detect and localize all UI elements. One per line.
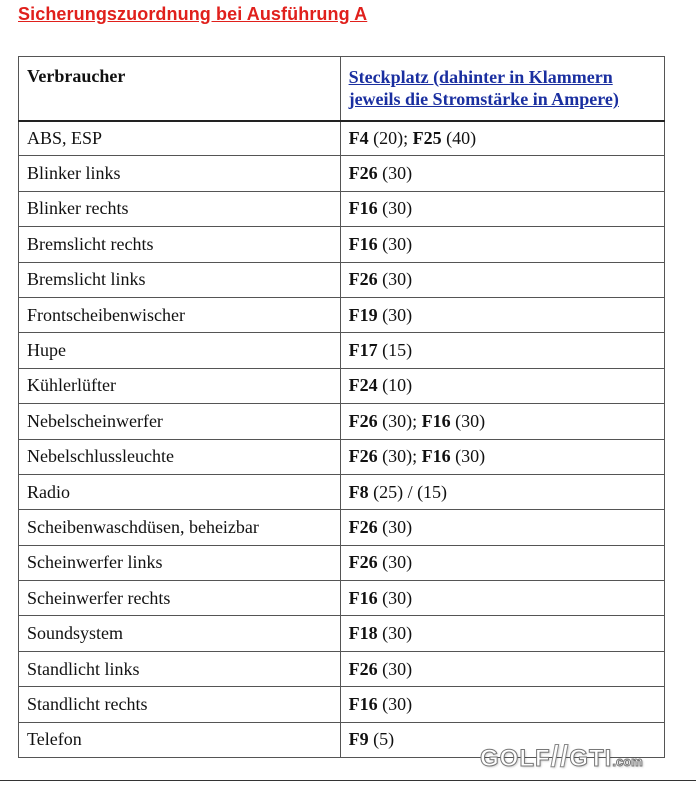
consumer-cell: Hupe bbox=[19, 333, 341, 368]
consumer-cell: Standlicht rechts bbox=[19, 687, 341, 722]
header-steckplatz-link[interactable] bbox=[340, 57, 664, 121]
table-row bbox=[19, 687, 665, 722]
fuse-id: F25 bbox=[412, 127, 442, 148]
fuse-id: F16 bbox=[348, 587, 378, 608]
consumer-cell: Scheinwerfer links bbox=[19, 545, 341, 580]
fuse-id: F26 bbox=[348, 658, 378, 679]
fuse-id: F26 bbox=[348, 410, 378, 431]
logo-gti-text: GTI bbox=[569, 745, 613, 772]
table-header-row bbox=[19, 57, 665, 121]
fuse-id: F26 bbox=[348, 516, 378, 537]
consumer-cell: Standlicht links bbox=[19, 651, 341, 686]
fuse-ampere: (25) / (15) bbox=[368, 481, 448, 502]
fuse-id: F16 bbox=[348, 233, 378, 254]
fuse-ampere: (30) bbox=[377, 693, 413, 714]
consumer-cell: Scheibenwaschdüsen, beheizbar bbox=[19, 510, 341, 545]
table-row bbox=[19, 262, 665, 297]
header-steckplatz-line-1: Steckplatz (dahinter in Klammern bbox=[348, 67, 613, 87]
fuse-ampere: (30) bbox=[377, 516, 413, 537]
fuse-id: F16 bbox=[421, 446, 451, 467]
table-row bbox=[19, 404, 665, 439]
fuse-id: F8 bbox=[348, 481, 369, 502]
fuse-id: F16 bbox=[348, 198, 378, 219]
fuse-slot-cell bbox=[340, 297, 664, 332]
fuse-slot-cell bbox=[340, 368, 664, 403]
fuse-ampere: (30) bbox=[377, 163, 413, 184]
fuse-id: F26 bbox=[348, 446, 378, 467]
logo-golf-text: GOLF bbox=[480, 745, 551, 772]
table-row bbox=[19, 581, 665, 616]
fuse-id: F17 bbox=[348, 340, 378, 361]
consumer-cell: Nebelschlussleuchte bbox=[19, 439, 341, 474]
fuse-slot-cell bbox=[340, 651, 664, 686]
consumer-cell: Nebelscheinwerfer bbox=[19, 404, 341, 439]
consumer-cell: Telefon bbox=[19, 722, 341, 757]
consumer-cell: Kühlerlüfter bbox=[19, 368, 341, 403]
fuse-id: F9 bbox=[348, 729, 369, 750]
fuse-ampere: (30); bbox=[377, 446, 422, 467]
consumer-cell: ABS, ESP bbox=[19, 121, 341, 156]
fuse-slot-cell bbox=[340, 156, 664, 191]
fuse-ampere: (30) bbox=[377, 233, 413, 254]
fuse-ampere: (20); bbox=[368, 127, 413, 148]
table-row bbox=[19, 439, 665, 474]
consumer-cell: Scheinwerfer rechts bbox=[19, 581, 341, 616]
fuse-id: F16 bbox=[421, 410, 451, 431]
fuse-ampere: (15) bbox=[377, 340, 413, 361]
fuse-id: F26 bbox=[348, 163, 378, 184]
table-row bbox=[19, 368, 665, 403]
fuse-ampere: (5) bbox=[368, 729, 395, 750]
header-steckplatz-line-2: jeweils die Stromstärke in Ampere) bbox=[348, 89, 619, 109]
fuse-id: F19 bbox=[348, 304, 378, 325]
table-row bbox=[19, 121, 665, 156]
fuse-ampere: (30) bbox=[377, 269, 413, 290]
golfgti-watermark-logo bbox=[480, 740, 643, 774]
logo-dotcom-text: .com bbox=[612, 754, 643, 769]
table-row bbox=[19, 333, 665, 368]
fuse-slot-cell bbox=[340, 121, 664, 156]
bottom-divider bbox=[0, 780, 696, 781]
fuse-slot-cell bbox=[340, 510, 664, 545]
table-row bbox=[19, 297, 665, 332]
page-title: Sicherungszuordnung bei Ausführung A bbox=[18, 4, 368, 24]
table-row bbox=[19, 545, 665, 580]
fuse-slot-cell bbox=[340, 333, 664, 368]
consumer-cell: Soundsystem bbox=[19, 616, 341, 651]
table-row bbox=[19, 651, 665, 686]
table-row bbox=[19, 227, 665, 262]
header-verbraucher: Verbraucher bbox=[19, 57, 341, 121]
consumer-cell: Bremslicht rechts bbox=[19, 227, 341, 262]
fuse-ampere: (10) bbox=[377, 375, 413, 396]
logo-slash: // bbox=[550, 740, 570, 773]
fuse-ampere: (30) bbox=[377, 658, 413, 679]
fuse-slot-cell bbox=[340, 545, 664, 580]
fuse-id: F24 bbox=[348, 375, 378, 396]
fuse-slot-cell bbox=[340, 404, 664, 439]
fuse-id: F16 bbox=[348, 693, 378, 714]
fuse-ampere: (30) bbox=[377, 587, 413, 608]
fuse-slot-cell bbox=[340, 262, 664, 297]
fuse-ampere: (30); bbox=[377, 410, 422, 431]
fuse-slot-cell bbox=[340, 191, 664, 226]
fuse-slot-cell bbox=[340, 227, 664, 262]
consumer-cell: Blinker rechts bbox=[19, 191, 341, 226]
fuse-table bbox=[18, 56, 665, 758]
fuse-slot-cell bbox=[340, 687, 664, 722]
consumer-cell: Bremslicht links bbox=[19, 262, 341, 297]
fuse-ampere: (30) bbox=[377, 304, 413, 325]
fuse-id: F18 bbox=[348, 623, 378, 644]
consumer-cell: Frontscheibenwischer bbox=[19, 297, 341, 332]
consumer-cell: Blinker links bbox=[19, 156, 341, 191]
table-row bbox=[19, 156, 665, 191]
fuse-slot-cell bbox=[340, 616, 664, 651]
fuse-ampere: (30) bbox=[450, 446, 486, 467]
fuse-slot-cell bbox=[340, 439, 664, 474]
fuse-ampere: (30) bbox=[377, 198, 413, 219]
fuse-id: F26 bbox=[348, 552, 378, 573]
table-row bbox=[19, 510, 665, 545]
table-row bbox=[19, 474, 665, 509]
fuse-ampere: (30) bbox=[450, 410, 486, 431]
fuse-ampere: (30) bbox=[377, 552, 413, 573]
fuse-slot-cell bbox=[340, 581, 664, 616]
fuse-id: F4 bbox=[348, 127, 369, 148]
fuse-ampere: (30) bbox=[377, 623, 413, 644]
table-row bbox=[19, 191, 665, 226]
consumer-cell: Radio bbox=[19, 474, 341, 509]
table-row bbox=[19, 616, 665, 651]
fuse-slot-cell bbox=[340, 474, 664, 509]
fuse-ampere: (40) bbox=[441, 127, 477, 148]
fuse-id: F26 bbox=[348, 269, 378, 290]
